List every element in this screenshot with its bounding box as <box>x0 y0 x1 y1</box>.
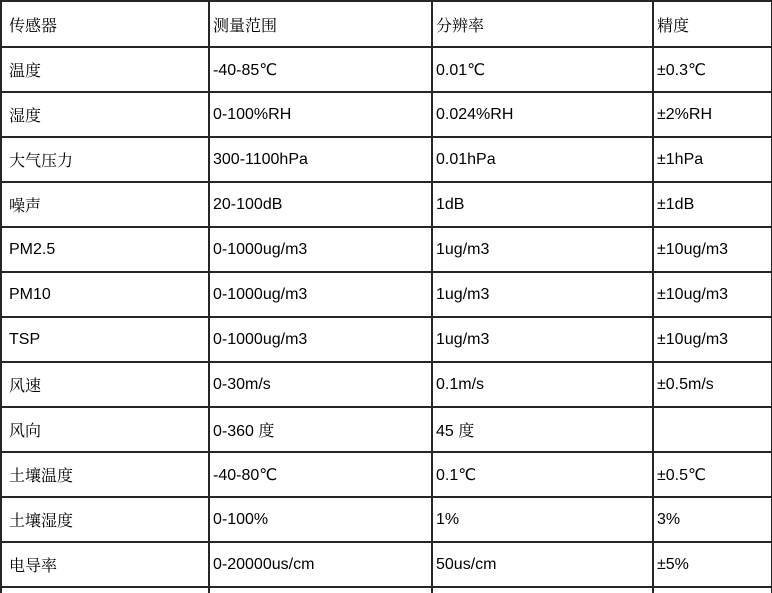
cell-accuracy: 3% <box>653 497 772 542</box>
cutoff-cell <box>209 587 432 593</box>
table-row <box>1 92 772 137</box>
cell-accuracy: ±2%RH <box>653 92 772 137</box>
cell-accuracy: ±1dB <box>653 182 772 227</box>
cell-sensor: 土壤温度 <box>1 452 209 497</box>
table-row <box>1 137 772 182</box>
cell-range: 0-100%RH <box>209 92 432 137</box>
cell-resolution: 1dB <box>432 182 653 227</box>
cell-resolution: 0.1℃ <box>432 452 653 497</box>
table-row <box>1 227 772 272</box>
table-body <box>1 47 772 587</box>
cell-sensor: 温度 <box>1 47 209 92</box>
cell-resolution: 0.1m/s <box>432 362 653 407</box>
cell-sensor: 土壤湿度 <box>1 497 209 542</box>
cell-accuracy: ±5% <box>653 542 772 587</box>
cell-resolution: 0.01hPa <box>432 137 653 182</box>
header-row <box>1 1 772 47</box>
table-row <box>1 182 772 227</box>
cell-accuracy: ±1hPa <box>653 137 772 182</box>
cell-sensor: 噪声 <box>1 182 209 227</box>
cell-accuracy: ±10ug/m3 <box>653 227 772 272</box>
cell-range: 20-100dB <box>209 182 432 227</box>
header-resolution: 分辨率 <box>432 1 653 47</box>
cell-accuracy: ±10ug/m3 <box>653 272 772 317</box>
table-row <box>1 362 772 407</box>
table-row <box>1 317 772 362</box>
cutoff-cell <box>1 587 209 593</box>
header-range: 测量范围 <box>209 1 432 47</box>
table-row <box>1 47 772 92</box>
table-row <box>1 497 772 542</box>
cell-resolution: 50us/cm <box>432 542 653 587</box>
cutoff-row-body <box>1 587 772 593</box>
cell-sensor: 风向 <box>1 407 209 452</box>
table-header <box>1 1 772 47</box>
table-row <box>1 272 772 317</box>
table-row <box>1 542 772 587</box>
header-accuracy: 精度 <box>653 1 772 47</box>
cell-accuracy <box>653 407 772 452</box>
cell-range: -40-85℃ <box>209 47 432 92</box>
cell-accuracy: ±0.5℃ <box>653 452 772 497</box>
cell-range: 0-100% <box>209 497 432 542</box>
table-row <box>1 452 772 497</box>
cell-sensor: PM10 <box>1 272 209 317</box>
cell-sensor: 大气压力 <box>1 137 209 182</box>
header-sensor: 传感器 <box>1 1 209 47</box>
cell-range: 0-1000ug/m3 <box>209 272 432 317</box>
cell-range: 300-1100hPa <box>209 137 432 182</box>
table-row <box>1 407 772 452</box>
cell-sensor: PM2.5 <box>1 227 209 272</box>
cell-sensor: 风速 <box>1 362 209 407</box>
cell-range: 0-1000ug/m3 <box>209 227 432 272</box>
cell-resolution: 0.01℃ <box>432 47 653 92</box>
cell-resolution: 1ug/m3 <box>432 317 653 362</box>
cell-accuracy: ±10ug/m3 <box>653 317 772 362</box>
cell-range: 0-360 度 <box>209 407 432 452</box>
cell-sensor: 湿度 <box>1 92 209 137</box>
cell-resolution: 0.024%RH <box>432 92 653 137</box>
cutoff-row <box>1 587 772 593</box>
cell-accuracy: ±0.3℃ <box>653 47 772 92</box>
cell-resolution: 1ug/m3 <box>432 272 653 317</box>
cell-range: -40-80℃ <box>209 452 432 497</box>
cell-sensor: TSP <box>1 317 209 362</box>
cell-resolution: 1% <box>432 497 653 542</box>
cell-resolution: 1ug/m3 <box>432 227 653 272</box>
cell-resolution: 45 度 <box>432 407 653 452</box>
cell-range: 0-30m/s <box>209 362 432 407</box>
cutoff-cell <box>432 587 653 593</box>
cutoff-cell <box>653 587 772 593</box>
cell-sensor: 电导率 <box>1 542 209 587</box>
cell-accuracy: ±0.5m/s <box>653 362 772 407</box>
cell-range: 0-1000ug/m3 <box>209 317 432 362</box>
cell-range: 0-20000us/cm <box>209 542 432 587</box>
